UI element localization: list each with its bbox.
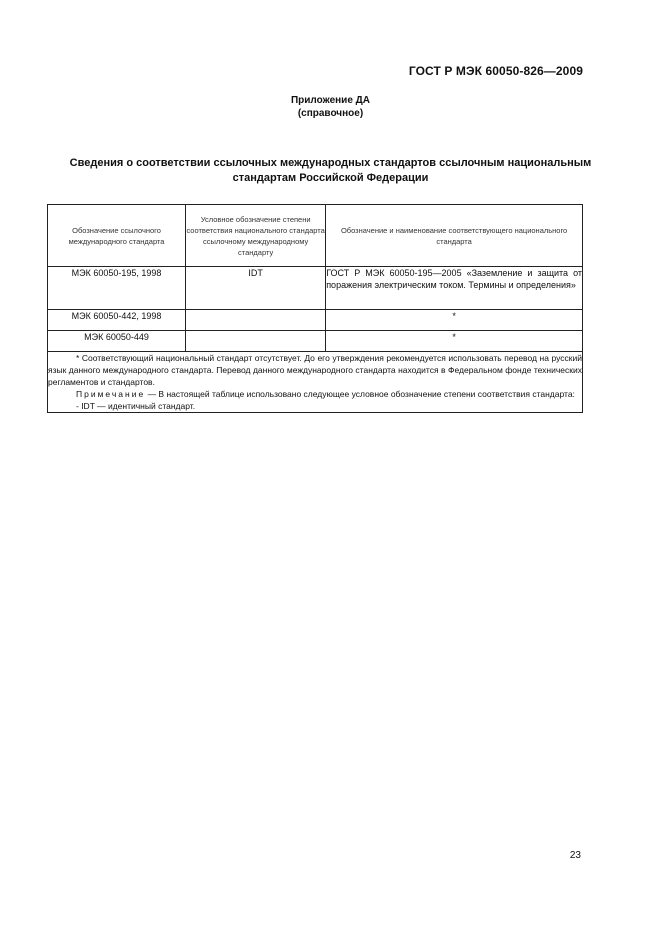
column-header-national-standard: Обозначение и наименование соответствующего национального стандарта xyxy=(326,205,583,267)
cell-international-standard: МЭК 60050-449 xyxy=(48,331,186,352)
footnote-idt-line: - IDT — идентичный стандарт. xyxy=(76,401,196,411)
table-row xyxy=(48,331,583,352)
cell-national-standard: * xyxy=(326,331,583,352)
cell-conformity-degree xyxy=(186,331,326,352)
cell-national-standard: * xyxy=(326,310,583,331)
note-label: Примечание xyxy=(76,389,146,399)
appendix-subtitle: (справочное) xyxy=(297,108,364,119)
table-footnote xyxy=(48,352,583,413)
appendix-title: Приложение ДА xyxy=(290,95,371,106)
cell-conformity-degree xyxy=(186,310,326,331)
column-header-conformity-degree: Условное обозначение степени соответствия национального стандарта ссылочному международному стандарту xyxy=(186,205,326,267)
footnote-note xyxy=(48,388,582,400)
section-title xyxy=(40,156,621,186)
page-number: 23 xyxy=(569,850,581,861)
table-footnote-row xyxy=(48,352,583,413)
cell-conformity-degree: IDT xyxy=(186,267,326,310)
document-code-header: ГОСТ Р МЭК 60050-826—2009 xyxy=(408,64,583,78)
standards-correspondence-table xyxy=(47,204,583,413)
table-row xyxy=(48,310,583,331)
appendix-heading xyxy=(0,94,661,120)
table-header-row xyxy=(48,205,583,267)
cell-international-standard: МЭК 60050-442, 1998 xyxy=(48,310,186,331)
table-row xyxy=(48,267,583,310)
section-title-line-1: Сведения о соответствии ссылочных международных стандартов ссылочным национальным xyxy=(69,157,592,169)
section-title-line-2: стандартам Российской Федерации xyxy=(232,172,429,184)
cell-international-standard: МЭК 60050-195, 1998 xyxy=(48,267,186,310)
column-header-international-standard: Обозначение ссылочного международного стандарта xyxy=(48,205,186,267)
cell-national-standard: ГОСТ Р МЭК 60050-195—2005 «Заземление и защита от поражения электрическим током. Термины и определения» xyxy=(326,267,583,310)
note-text: — В настоящей таблице использовано следующее условное обозначение степени соответствия стандарта: xyxy=(145,389,575,399)
footnote-star-text: * Соответствующий национальный стандарт отсутствует. До его утверждения рекомендуется использовать перевод на русский язык данного международного стандарта. Перевод данного международного стандарта находится в Федеральном фонде технических регламентов и стандартов. xyxy=(48,353,582,387)
